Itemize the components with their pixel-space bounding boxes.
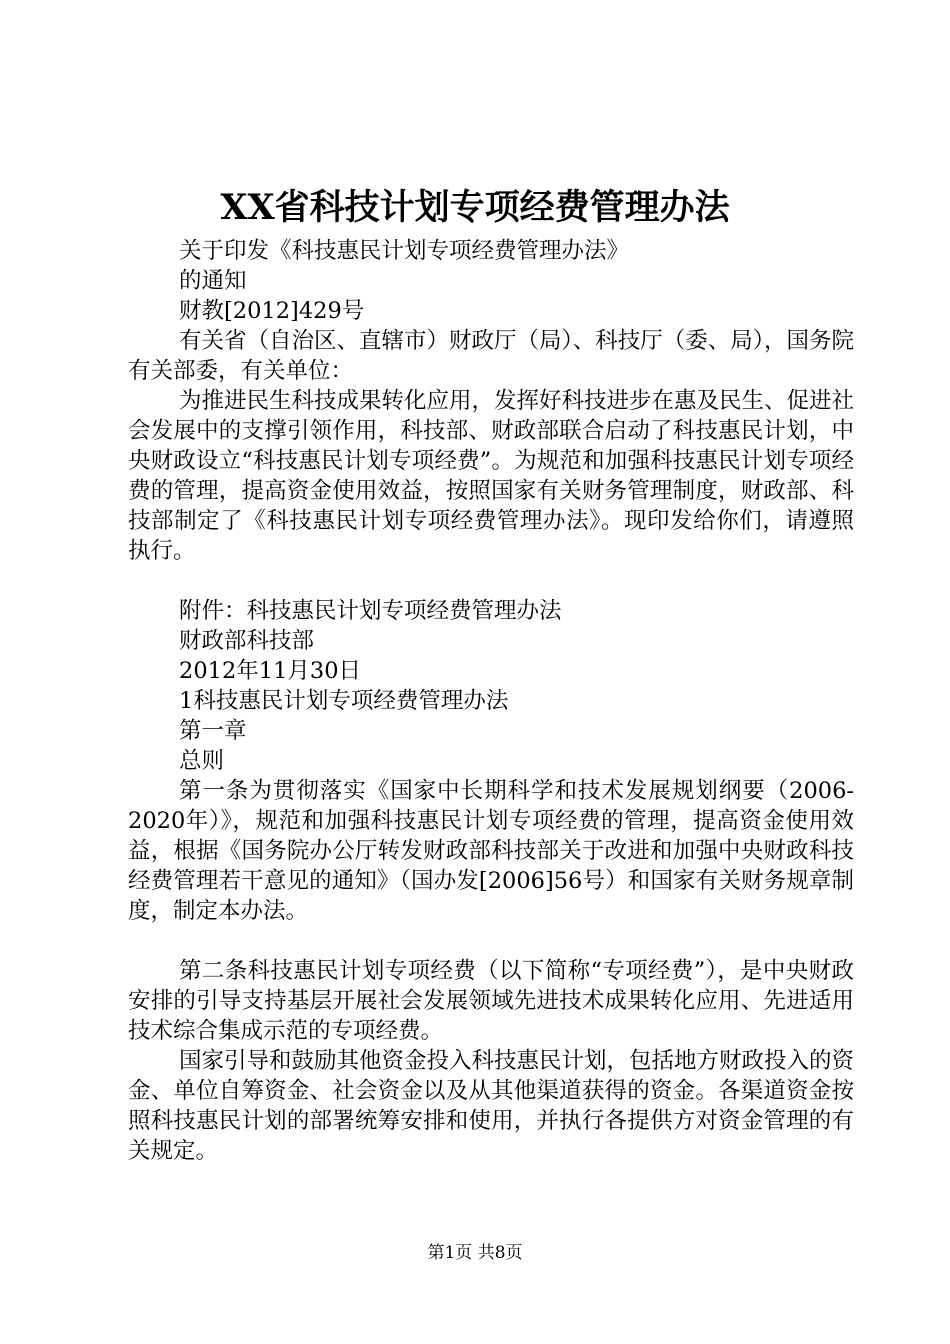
article-1-paragraph: 第一条为贯彻落实《国家中长期科学和技术发展规划纲要（2006-2020年）》，规范和加强科技惠民计划专项经费的管理，提高资金使用效益，根据《国务院办公厅转发财政部科技部关于改进和加强中央财政科技经费管理若干意见的通知》（国办发[2006]56号）和国家有关财务规章制度，制定本办法。 bbox=[128, 778, 854, 924]
chapter-title: 总则 bbox=[179, 748, 225, 774]
notice-body-paragraph: 为推进民生科技成果转化应用，发挥好科技进步在惠及民生、促进社会发展中的支撑引领作用，科技部、财政部联合启动了科技惠民计划，中央财政设立“科技惠民计划专项经费”。为规范和加强科技惠民计划专项经费的管理，提高资金使用效益，按照国家有关财务管理制度，财政部、科技部制定了《科技惠民计划专项经费管理办法》。现印发给你们，请遵照执行。 bbox=[128, 388, 855, 564]
article-2-paragraph: 第二条科技惠民计划专项经费（以下简称“专项经费”），是中央财政安排的引导支持基层开展社会发展领域先进技术成果转化应用、先进适用技术综合集成示范的专项经费。 bbox=[128, 958, 854, 1044]
notice-title-line-2: 的通知 bbox=[179, 268, 247, 294]
document-title: XX省科技计划专项经费管理办法 bbox=[220, 187, 730, 228]
measures-heading: 1科技惠民计划专项经费管理办法 bbox=[179, 688, 509, 714]
issuer-line: 财政部科技部 bbox=[179, 628, 315, 654]
page-number-footer: 第1页 共8页 bbox=[427, 1243, 523, 1263]
issue-date: 2012年11月30日 bbox=[179, 658, 362, 684]
document-number: 财教[2012]429号 bbox=[179, 298, 365, 324]
recipients-paragraph: 有关省（自治区、直辖市）财政厅（局）、科技厅（委、局），国务院有关部委，有关单位： bbox=[128, 328, 855, 384]
chapter-heading: 第一章 bbox=[179, 718, 247, 744]
document-body bbox=[128, 236, 854, 1166]
attachment-line: 附件：科技惠民计划专项经费管理办法 bbox=[179, 598, 562, 624]
notice-title-line-1: 关于印发《科技惠民计划专项经费管理办法》 bbox=[179, 238, 630, 264]
funding-guidance-paragraph: 国家引导和鼓励其他资金投入科技惠民计划，包括地方财政投入的资金、单位自筹资金、社会资金以及从其他渠道获得的资金。各渠道资金按照科技惠民计划的部署统筹安排和使用，并执行各提供方对资金管理的有关规定。 bbox=[128, 1048, 855, 1164]
